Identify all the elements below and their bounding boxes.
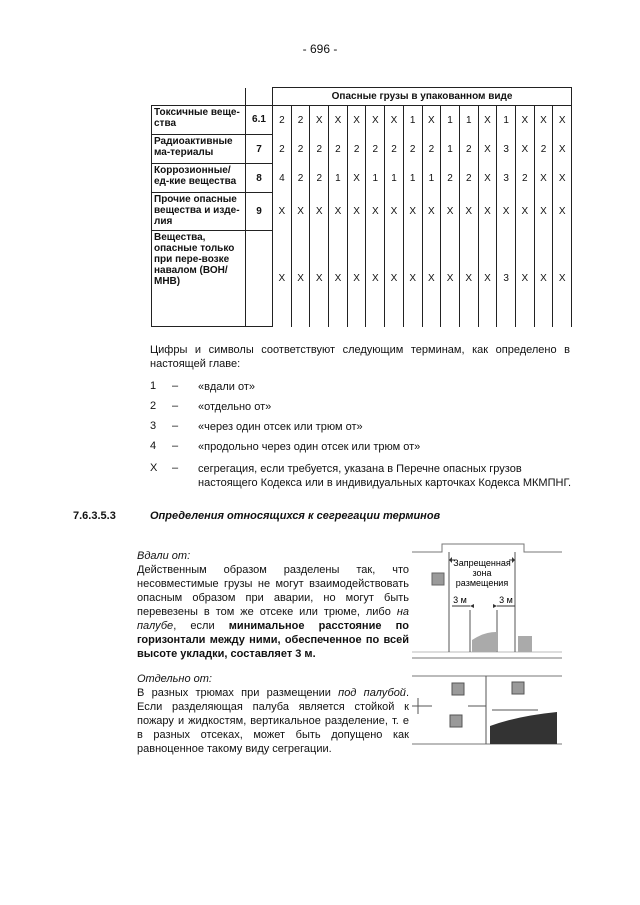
legend-text: сегрегация, если требуется, указана в Перечне опасных грузов настоящего Кодекса или в индивидуальных карточках Кодекса МКМПНГ. bbox=[198, 463, 572, 489]
def2-text-italic: под палубой bbox=[338, 687, 406, 699]
legend-intro: Цифры и символы соответствуют следующим терминам, как определено в настоящей главе: bbox=[150, 344, 570, 370]
table-cell: X bbox=[403, 230, 422, 326]
table-cell: 2 bbox=[459, 134, 478, 163]
table-cell: 1 bbox=[366, 164, 385, 193]
table-cell: 3 bbox=[497, 164, 516, 193]
legend-dash: – bbox=[172, 440, 179, 452]
row-class bbox=[246, 230, 273, 326]
table-cell: X bbox=[329, 193, 348, 231]
distance-left-label: 3 м bbox=[453, 595, 467, 605]
table-cell: 2 bbox=[403, 134, 422, 163]
def1-text-a: Действенным образом разделены так, что несовместимые грузы не могут взаимодействовать опасным образом при аварии, но могут быть перевезены в том же отсеке или трюме, либо bbox=[137, 564, 409, 618]
table-cell: 2 bbox=[273, 134, 292, 163]
table-cell: X bbox=[422, 230, 441, 326]
table-cell: X bbox=[515, 134, 534, 163]
row-label: Прочие опасные вещества и изде-лия bbox=[152, 193, 246, 231]
def1-text-italic: на палубе bbox=[137, 606, 409, 632]
table-cell: X bbox=[347, 164, 366, 193]
table-cell: 3 bbox=[497, 230, 516, 326]
row-class: 7 bbox=[246, 134, 273, 163]
legend-key: 2 bbox=[150, 400, 157, 412]
distance-right-label: 3 м bbox=[499, 595, 513, 605]
table-cell: X bbox=[310, 193, 329, 231]
table-cell: 1 bbox=[329, 164, 348, 193]
table-cell: X bbox=[366, 105, 385, 134]
table-corner bbox=[152, 88, 246, 106]
section-number: 7.6.3.5.3 bbox=[73, 510, 116, 522]
table-cell: 1 bbox=[422, 164, 441, 193]
page-number: - 696 - bbox=[302, 42, 338, 56]
table-cell: X bbox=[515, 230, 534, 326]
legend-key: 1 bbox=[150, 380, 157, 392]
table-cell: X bbox=[441, 193, 460, 231]
table-cell: 1 bbox=[403, 105, 422, 134]
def1-text-b: , если bbox=[173, 620, 229, 632]
table-header: Опасные грузы в упакованном виде bbox=[273, 88, 572, 106]
table-cell: X bbox=[422, 193, 441, 231]
table-cell: 2 bbox=[329, 134, 348, 163]
table-cell: X bbox=[310, 105, 329, 134]
table-row bbox=[152, 230, 572, 326]
zone-label-3: размещения bbox=[455, 578, 509, 588]
table-cell: X bbox=[347, 230, 366, 326]
legend-text: «через один отсек или трюм от» bbox=[198, 421, 363, 433]
legend-text: «отдельно от» bbox=[198, 401, 272, 413]
legend-text: «продольно через один отсек или трюм от» bbox=[198, 441, 421, 453]
table-cell: X bbox=[329, 230, 348, 326]
legend-item bbox=[150, 420, 580, 438]
table-cell: X bbox=[553, 193, 572, 231]
table-cell: X bbox=[534, 105, 553, 134]
legend-item bbox=[150, 462, 580, 489]
table-cell: X bbox=[366, 230, 385, 326]
table-cell: X bbox=[329, 105, 348, 134]
table-cell: X bbox=[385, 193, 404, 231]
legend-item bbox=[150, 440, 580, 458]
table-cell: X bbox=[459, 230, 478, 326]
table-cell: X bbox=[310, 230, 329, 326]
row-label: Коррозионные/ед-кие вещества bbox=[152, 164, 246, 193]
table-row bbox=[152, 134, 572, 163]
table-header-row bbox=[152, 88, 572, 106]
table-cell: 2 bbox=[422, 134, 441, 163]
table-cell: 2 bbox=[291, 164, 310, 193]
table-cell: 1 bbox=[403, 164, 422, 193]
table-row bbox=[152, 193, 572, 231]
table-cell: X bbox=[553, 134, 572, 163]
table-cell: 2 bbox=[534, 134, 553, 163]
table-cell: X bbox=[478, 230, 497, 326]
def2-text-a: В разных трюмах при размещении bbox=[137, 687, 339, 699]
table-cell: X bbox=[497, 193, 516, 231]
table-cell: X bbox=[534, 230, 553, 326]
table-cell: X bbox=[366, 193, 385, 231]
table-cell: X bbox=[385, 105, 404, 134]
legend-key: 4 bbox=[150, 440, 157, 452]
table-cell: 1 bbox=[459, 105, 478, 134]
table-cell: X bbox=[478, 164, 497, 193]
table-cell: X bbox=[273, 193, 292, 231]
legend-key: X bbox=[150, 462, 158, 474]
legend-dash: – bbox=[172, 420, 179, 432]
diagram-separated-from bbox=[412, 668, 562, 750]
legend-dash: – bbox=[172, 380, 179, 392]
table-cell: X bbox=[515, 193, 534, 231]
legend-item bbox=[150, 400, 580, 418]
table-cell: 2 bbox=[385, 134, 404, 163]
table-cell: 3 bbox=[497, 134, 516, 163]
table-cell: X bbox=[553, 230, 572, 326]
table-cell: 2 bbox=[441, 164, 460, 193]
table-cell: X bbox=[534, 193, 553, 231]
table-cell: X bbox=[273, 230, 292, 326]
segregation-table bbox=[151, 87, 572, 327]
table-cell: 4 bbox=[273, 164, 292, 193]
zone-label-1: Запрещенная bbox=[453, 558, 511, 568]
row-class: 9 bbox=[246, 193, 273, 231]
table-cell: 2 bbox=[291, 134, 310, 163]
table-cell: X bbox=[347, 193, 366, 231]
table-cell: X bbox=[534, 164, 553, 193]
table-cell: X bbox=[553, 164, 572, 193]
table-cell: 2 bbox=[459, 164, 478, 193]
table-cell: X bbox=[347, 105, 366, 134]
row-class: 8 bbox=[246, 164, 273, 193]
table-cell: 2 bbox=[310, 134, 329, 163]
table-cell: 2 bbox=[291, 105, 310, 134]
table-cell: 2 bbox=[310, 164, 329, 193]
def1-text-bold: минимальное расстояние по горизонтали между ними, обеспеченное по всей высоте укладки, составляет 3 м. bbox=[137, 620, 409, 660]
table-cell: X bbox=[422, 105, 441, 134]
table-cell: 2 bbox=[366, 134, 385, 163]
def2-text-b: . Если разделяющая палуба является стойкой к пожару и жидкостям, вертикальное разделение, т. е в разных отсеках, может быть допущено как равноценное такому виду сегрегации. bbox=[137, 687, 409, 755]
table-cell: X bbox=[515, 105, 534, 134]
term-separated-from: Отдельно от: bbox=[137, 673, 212, 685]
legend-dash: – bbox=[172, 462, 179, 474]
table-cell: X bbox=[291, 193, 310, 231]
table-row bbox=[152, 164, 572, 193]
table-cell: 2 bbox=[347, 134, 366, 163]
table-cell: X bbox=[553, 105, 572, 134]
table-cell: X bbox=[291, 230, 310, 326]
table-cell: X bbox=[403, 193, 422, 231]
table-cell: 2 bbox=[273, 105, 292, 134]
row-class: 6.1 bbox=[246, 105, 273, 134]
table-cell: X bbox=[459, 193, 478, 231]
term-away-from: Вдали от: bbox=[137, 550, 191, 562]
zone-label-2: зона bbox=[472, 568, 492, 578]
table-cell: 1 bbox=[385, 164, 404, 193]
table-cell: X bbox=[441, 230, 460, 326]
table-cell: X bbox=[385, 230, 404, 326]
legend-text: «вдали от» bbox=[198, 381, 256, 393]
table-cell: 2 bbox=[515, 164, 534, 193]
table-cell: 1 bbox=[497, 105, 516, 134]
row-label: Радиоактивные ма-териалы bbox=[152, 134, 246, 163]
diagram-away-from bbox=[412, 540, 562, 665]
table-cell: X bbox=[478, 105, 497, 134]
table-corner bbox=[246, 88, 273, 106]
definition-away-from bbox=[137, 563, 409, 661]
table-cell: 1 bbox=[441, 134, 460, 163]
row-label: Вещества, опасные только при пере-возке навалом (ВОН/ МНВ) bbox=[152, 230, 246, 326]
section-title: Определения относящихся к сегрегации терминов bbox=[150, 510, 441, 522]
table-cell: 1 bbox=[441, 105, 460, 134]
definition-separated-from bbox=[137, 686, 409, 756]
table-cell: X bbox=[478, 134, 497, 163]
table-cell: X bbox=[478, 193, 497, 231]
table-row bbox=[152, 105, 572, 134]
legend-key: 3 bbox=[150, 420, 157, 432]
legend-item bbox=[150, 380, 580, 398]
legend-dash: – bbox=[172, 400, 179, 412]
row-label: Токсичные веще-ства bbox=[152, 105, 246, 134]
